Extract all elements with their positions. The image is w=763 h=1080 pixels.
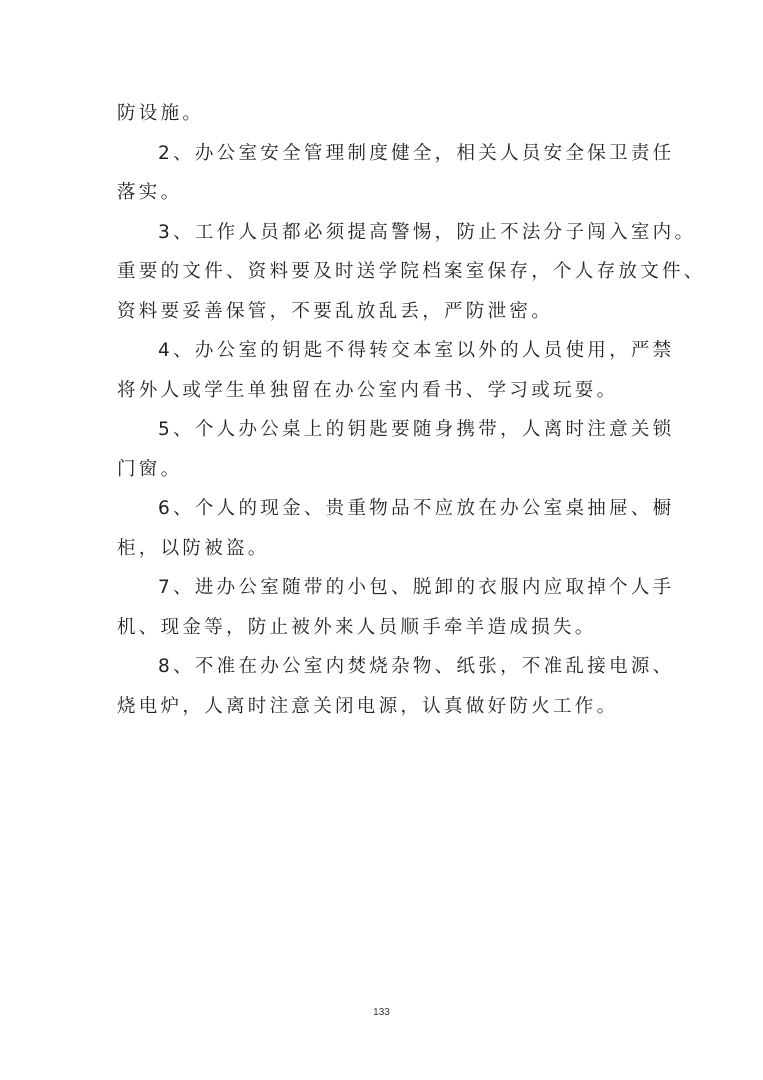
text-line: 机、现金等，防止被外来人员顺手牵羊造成损失。 — [117, 616, 597, 638]
text-line: 防设施。 — [117, 103, 205, 124]
body-text — [117, 94, 706, 726]
text-line: 6、个人的现金、贵重物品不应放在办公室桌抽屉、橱 — [158, 498, 675, 519]
text-line: 8、不准在办公室内焚烧杂物、纸张，不准乱接电源、 — [158, 656, 675, 677]
text-line: 7、进办公室随带的小包、脱卸的衣服内应取掉个人手 — [158, 577, 675, 598]
text-line: 资料要妥善保管，不要乱放乱丢，严防泄密。 — [117, 300, 554, 322]
text-line: 4、办公室的钥匙不得转交本室以外的人员使用，严禁 — [158, 340, 675, 361]
text-line: 柜，以防被盗。 — [117, 537, 270, 559]
page-number: 133 — [373, 1007, 390, 1018]
text-line: 门窗。 — [117, 458, 183, 480]
text-line: 3、工作人员都必须提高警惕，防止不法分子闯入室内。 — [158, 221, 697, 243]
text-line: 落实。 — [117, 182, 183, 203]
text-line: 烧电炉，人离时注意关闭电源，认真做好防火工作。 — [117, 695, 619, 717]
text-line: 将外人或学生单独留在办公室内看书、学习或玩耍。 — [117, 379, 619, 401]
text-line: 5、个人办公桌上的钥匙要随身携带，人离时注意关锁 — [158, 419, 675, 440]
text-line: 重要的文件、资料要及时送学院档案室保存，个人存放文件、 — [117, 261, 706, 282]
text-line: 2、办公室安全管理制度健全，相关人员安全保卫责任 — [158, 142, 675, 164]
